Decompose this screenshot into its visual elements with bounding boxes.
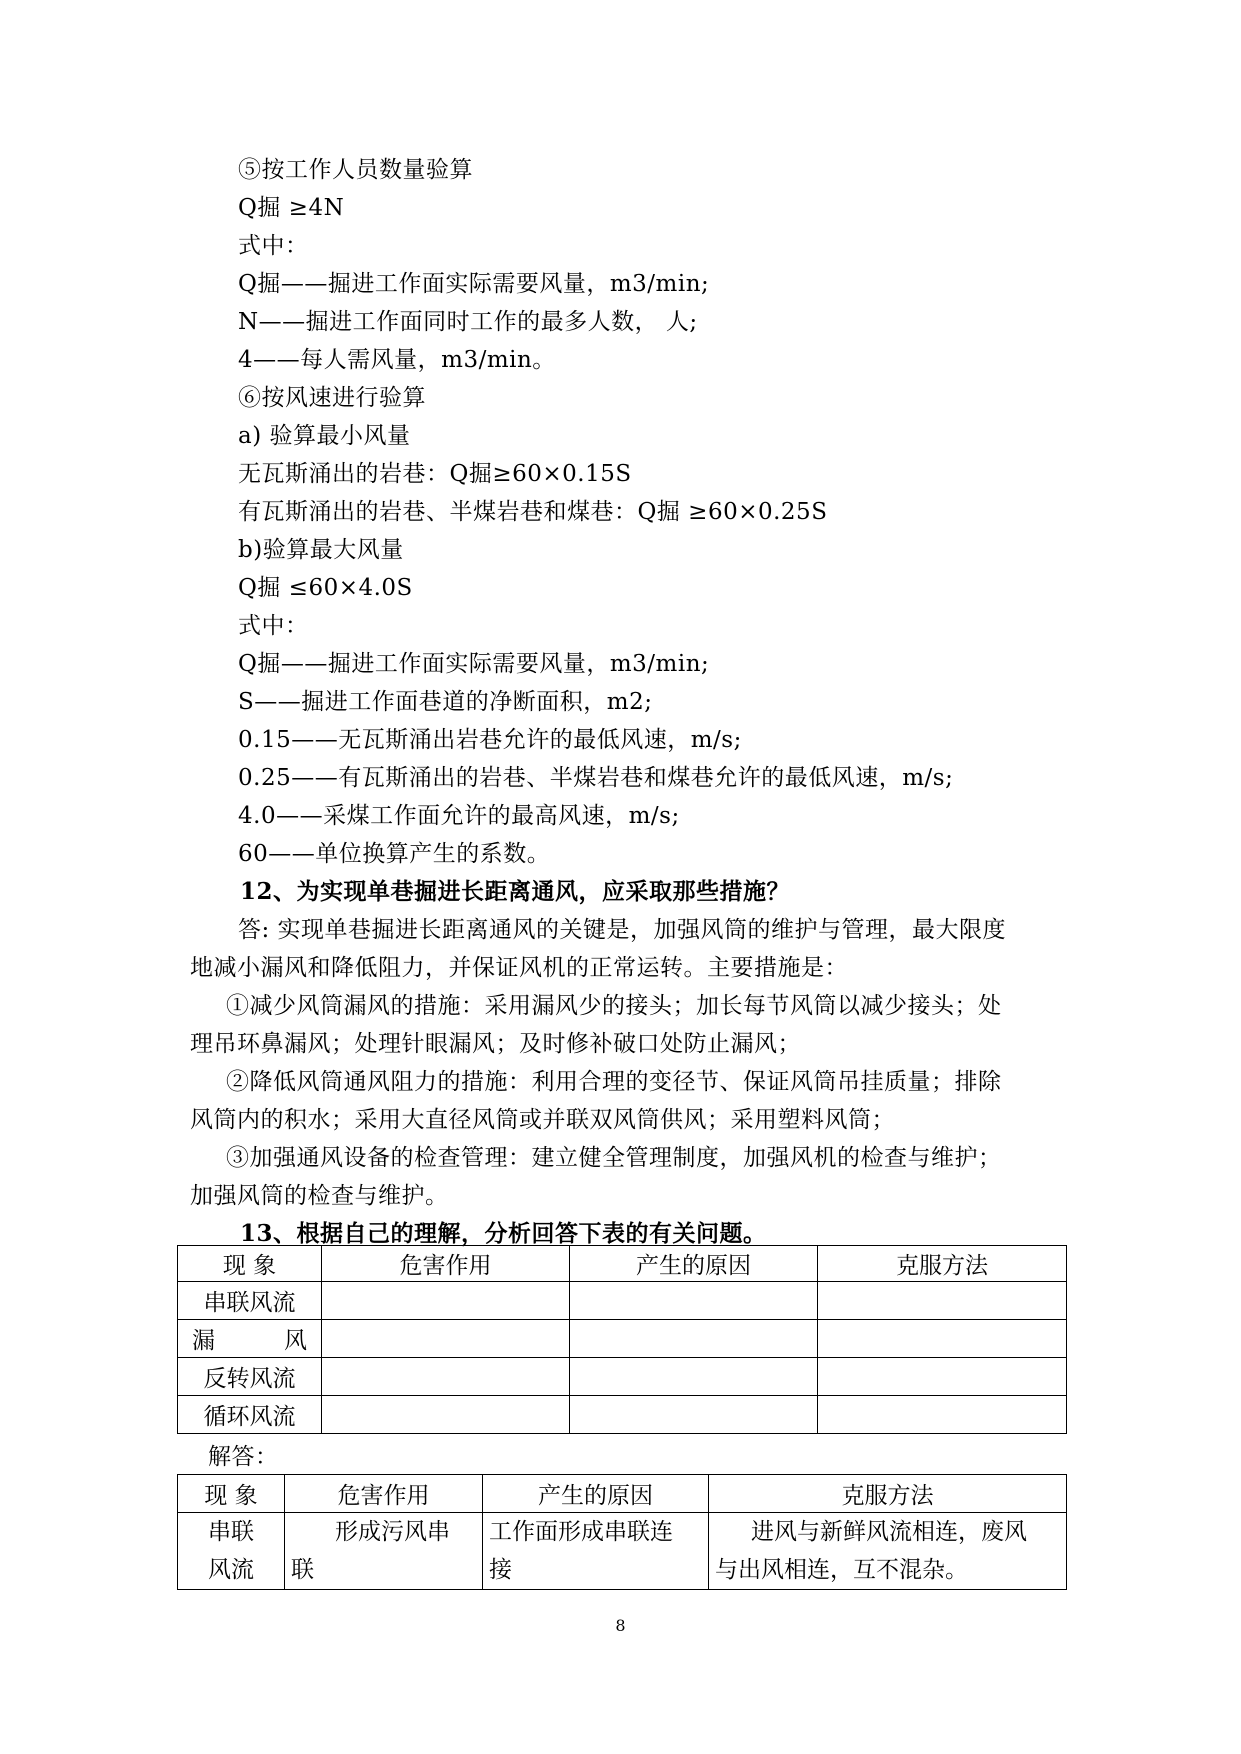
header-harm: 危害作用 [322,1246,570,1282]
text-line: 无瓦斯涌出的岩巷：Q掘≥60×0.15S [238,461,632,487]
question-table [177,1245,1067,1434]
text-line: 式中： [238,233,309,259]
text-line: Q掘——掘进工作面实际需要风量，m3/min; [238,271,710,297]
cell-line: 风流 [208,1557,254,1583]
table-row [178,1396,1067,1434]
answer-line: 答: 实现单巷掘进长距离通风的关键是，加强风筒的维护与管理，最大限度 [238,917,1007,943]
text-line: 0.25——有瓦斯涌出的岩巷、半煤岩巷和煤巷允许的最低风速，m/s; [238,765,954,791]
text-line: ⑥按风速进行验算 [238,385,426,411]
cell-line: 工作面形成串联连 [489,1519,673,1545]
text-line: Q掘——掘进工作面实际需要风量，m3/min; [238,651,710,677]
text-line: b)验算最大风量 [238,537,404,563]
cell-line: 接 [489,1557,512,1583]
row-label: 反转风流 [178,1358,322,1396]
text-line: 式中： [238,613,309,639]
table-row [178,1358,1067,1396]
phenomenon-cell [178,1513,285,1590]
answer-line: ③加强通风设备的检查管理：建立健全管理制度，加强风机的检查与维护； [226,1145,1002,1171]
empty-cell [322,1396,570,1434]
header-phenomenon: 现 象 [178,1475,285,1513]
text-line: 4——每人需风量，m3/min。 [238,347,556,373]
text-line: 有瓦斯涌出的岩巷、半煤岩巷和煤巷：Q掘 ≥60×0.25S [238,499,828,525]
table-header-row [178,1475,1067,1513]
empty-cell [570,1320,818,1358]
text-line: 4.0——采煤工作面允许的最高风速，m/s; [238,803,680,829]
answer-line: ①减少风筒漏风的措施：采用漏风少的接头；加长每节风筒以减少接头；处 [226,993,1002,1019]
text-line: Q掘 ≤60×4.0S [238,575,413,601]
answer-table [177,1474,1067,1590]
row-label: 串联风流 [178,1282,322,1320]
table-row [178,1320,1067,1358]
cell-line: 进风与新鲜风流相连，废风 [751,1519,1027,1545]
text-line: 60——单位换算产生的系数。 [238,841,551,867]
cell-line: 形成污风串 [335,1519,450,1545]
text-line: 0.15——无瓦斯涌出岩巷允许的最低风速，m/s; [238,727,742,753]
solution-cell [709,1513,1067,1590]
empty-cell [818,1282,1067,1320]
empty-cell [570,1358,818,1396]
empty-cell [818,1320,1067,1358]
empty-cell [322,1320,570,1358]
text-line: a) 验算最小风量 [238,423,411,449]
text-line: ⑤按工作人员数量验算 [238,157,473,183]
header-solution: 克服方法 [709,1475,1067,1513]
header-harm: 危害作用 [285,1475,483,1513]
header-solution: 克服方法 [818,1246,1067,1282]
row-label: 漏 风 [178,1320,322,1358]
answer-line: 加强风筒的检查与维护。 [190,1183,449,1209]
empty-cell [322,1282,570,1320]
question-12-title: 12、为实现单巷掘进长距离通风，应采取那些措施？ [240,878,791,905]
cause-cell [483,1513,709,1590]
text-line: Q掘 ≥4N [238,195,345,221]
answer-line: 地减小漏风和降低阻力，并保证风机的正常运转。主要措施是： [190,955,848,981]
answer-line: ②降低风筒通风阻力的措施：利用合理的变径节、保证风筒吊挂质量；排除 [226,1069,1002,1095]
question-13-title: 13、根据自己的理解，分析回答下表的有关问题。 [240,1220,767,1247]
answer-line: 理吊环鼻漏风；处理针眼漏风；及时修补破口处防止漏风； [190,1031,801,1057]
empty-cell [570,1396,818,1434]
cell-line: 联 [291,1557,314,1583]
text-line: N——掘进工作面同时工作的最多人数， 人; [238,309,698,335]
empty-cell [818,1396,1067,1434]
harm-cell [285,1513,483,1590]
answer-line: 风筒内的积水；采用大直径风筒或并联双风筒供风；采用塑料风筒； [190,1107,895,1133]
cell-line: 与出风相连，互不混杂。 [715,1557,968,1583]
text-line: S——掘进工作面巷道的净断面积，m2; [238,689,653,715]
table-header-row [178,1246,1067,1282]
table-row [178,1513,1067,1590]
empty-cell [570,1282,818,1320]
row-label: 循环风流 [178,1396,322,1434]
page-number: 8 [615,1616,626,1635]
header-phenomenon: 现 象 [178,1246,322,1282]
empty-cell [322,1358,570,1396]
cell-line: 串联 [208,1519,254,1545]
table-row [178,1282,1067,1320]
empty-cell [818,1358,1067,1396]
header-cause: 产生的原因 [483,1475,709,1513]
header-cause: 产生的原因 [570,1246,818,1282]
answer-label: 解答： [208,1444,279,1470]
